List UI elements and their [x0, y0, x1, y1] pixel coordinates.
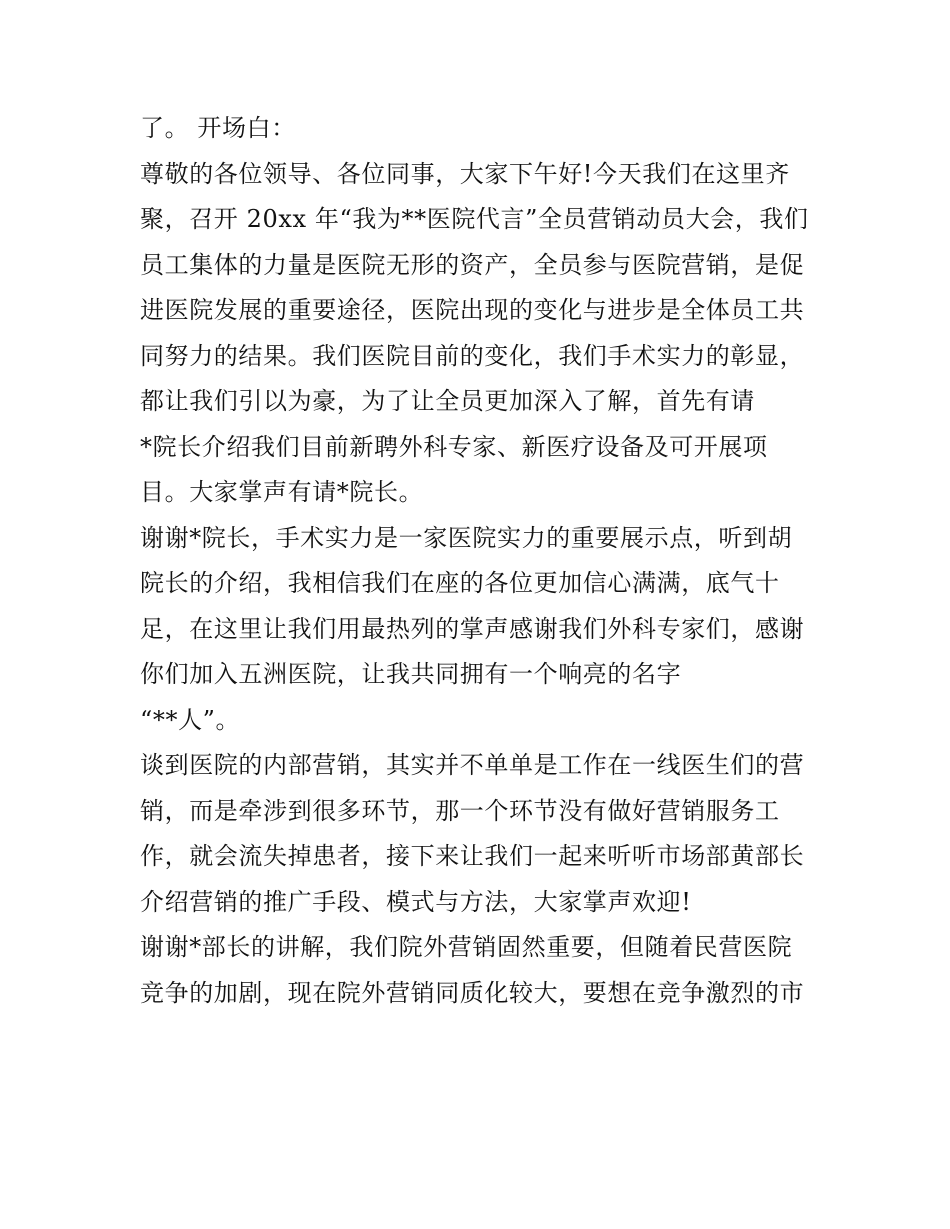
- text-line: 同努力的结果。我们医院目前的变化，我们手术实力的彰显，: [140, 341, 805, 370]
- text-line: 进医院发展的重要途径，医院出现的变化与进步是全体员工共: [140, 296, 805, 324]
- text-line: 员工集体的力量是医院无形的资产，全员参与医院营销，是促: [140, 250, 805, 279]
- document-body: [140, 106, 820, 1016]
- text-line: 作，就会流失掉患者，接下来让我们一起来听听市场部黄部长: [140, 842, 805, 870]
- text-line: 谢谢*部长的讲解，我们院外营销固然重要，但随着民营医院: [140, 933, 793, 961]
- text-line: 院长的介绍，我相信我们在座的各位更加信心满满，底气十: [140, 569, 780, 597]
- text-line: 目。大家掌声有请*院长。: [140, 478, 424, 506]
- text-line: 尊敬的各位领导、各位同事，大家下午好!今天我们在这里齐: [140, 159, 790, 188]
- text-line: *院长介绍我们目前新聘外科专家、新医疗设备及可开展项: [140, 432, 768, 461]
- text-line: “**人”。: [140, 705, 241, 734]
- text-line: 介绍营销的推广手段、模式与方法，大家掌声欢迎!: [140, 887, 692, 916]
- text-line: 谢谢*院长，手术实力是一家医院实力的重要展示点，听到胡: [140, 523, 793, 552]
- text-line: 竞争的加剧，现在院外营销同质化较大，要想在竞争激烈的市: [140, 978, 805, 1007]
- text-line: 都让我们引以为豪，为了让全员更加深入了解，首先有请: [140, 387, 755, 415]
- text-line: 谈到医院的内部营销，其实并不单单是工作在一线医生们的营: [140, 751, 805, 779]
- text-line: 你们加入五洲医院，让我共同拥有一个响亮的名字: [140, 660, 682, 688]
- text-line: 足，在这里让我们用最热列的掌声感谢我们外科专家们，感谢: [140, 614, 805, 643]
- text-line: 聚，召开 20xx 年“我为**医院代言”全员营销动员大会，我们: [140, 205, 809, 233]
- text-line: 销，而是牵涉到很多环节，那一个环节没有做好营销服务工: [140, 796, 780, 825]
- text-line: 了。 开场白：: [140, 114, 296, 142]
